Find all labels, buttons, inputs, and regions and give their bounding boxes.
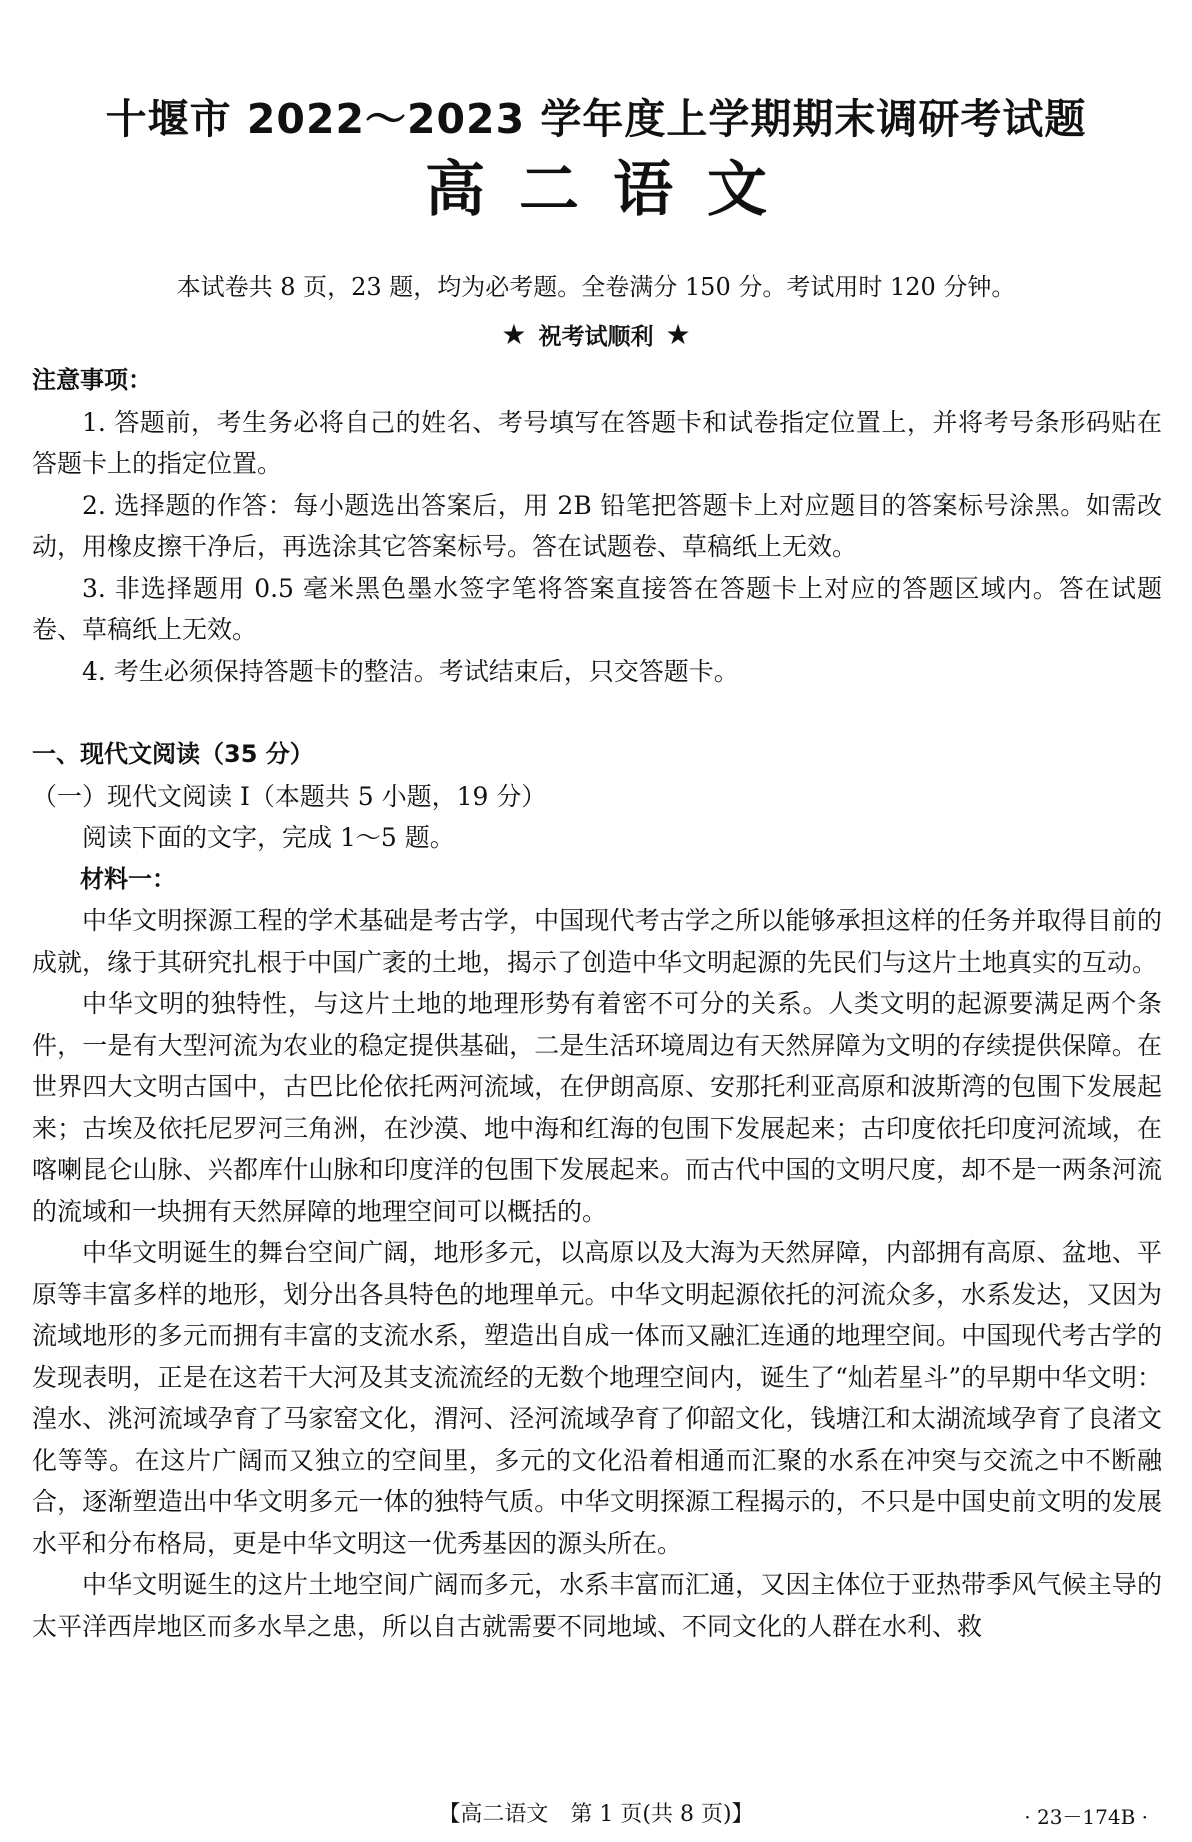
passage-paragraph: 中华文明诞生的舞台空间广阔，地形多元，以高原以及大海为天然屏障，内部拥有高原、盆地、平原等丰富多样的地形，划分出各具特色的地理单元。中华文明起源依托的河流众多，水系发达，又因为流域地形的多元而拥有丰富的支流水系，塑造出自成一体而又融汇连通的地理空间。中国现代考古学的发现表明，正是在这若干大河及其支流流经的无数个地理空间内，诞生了“灿若星斗”的早期中华文明：湟水、洮河流域孕育了马家窑文化，渭河、泾河流域孕育了仰韶文化，钱塘江和太湖流域孕育了良渚文化等等。在这片广阔而又独立的空间里，多元的文化沿着相通而汇聚的水系在冲突与交流之中不断融合，逐渐塑造出中华文明多元一体的独特气质。中华文明探源工程揭示的，不只是中国史前文明的发展水平和分布格局，更是中华文明这一优秀基因的源头所在。 [32,1238,1162,1558]
notice-heading: 注意事项： [32,366,152,394]
star-icon: ★ [501,318,527,351]
reading-instruction: 阅读下面的文字，完成 1～5 题。 [82,823,455,852]
paper-code: · 23－174B · [1024,1805,1148,1829]
subject-title: 高二语文 [425,155,801,225]
good-luck-banner [0,318,1192,354]
section-subheading: （一）现代文阅读 Ⅰ（本题共 5 小题，19 分） [32,781,547,811]
good-luck-text: 祝考试顺利 [538,323,654,350]
exam-info: 本试卷共 8 页，23 题，均为必考题。全卷满分 150 分。考试用时 120 分钟。 [176,273,1016,301]
notice-item: 4. 考生必须保持答题卡的整洁。考试结束后，只交答题卡。 [82,656,739,686]
passage-paragraph: 中华文明诞生的这片土地空间广阔而多元，水系丰富而汇通，又因主体位于亚热带季风气候主导的太平洋西岸地区而多水旱之患，所以自古就需要不同地域、不同文化的人群在水利、救 [32,1570,1162,1641]
exam-title: 十堰市 2022～2023 学年度上学期期末调研考试题 [105,95,1087,143]
passage-paragraph: 中华文明探源工程的学术基础是考古学，中国现代考古学之所以能够承担这样的任务并取得目前的成就，缘于其研究扎根于中国广袤的土地，揭示了创造中华文明起源的先民们与这片土地真实的互动。 [32,906,1162,977]
notice-item: 1. 答题前，考生务必将自己的姓名、考号填写在答题卡和试卷指定位置上，并将考号条形码贴在答题卡上的指定位置。 [32,407,1162,478]
exam-body [32,360,1162,1647]
section-heading: 一、现代文阅读（35 分） [32,740,314,768]
page-footer: 【高二语文 第 1 页(共 8 页)】 [438,1802,754,1827]
notice-item: 2. 选择题的作答：每小题选出答案后，用 2B 铅笔把答题卡上对应题目的答案标号涂黑。如需改动，用橡皮擦干净后，再选涂其它答案标号。答在试题卷、草稿纸上无效。 [32,490,1162,561]
passage-paragraph: 中华文明的独特性，与这片土地的地理形势有着密不可分的关系。人类文明的起源要满足两个条件，一是有大型河流为农业的稳定提供基础，二是生活环境周边有天然屏障为文明的存续提供保障。在世界四大文明古国中，古巴比伦依托两河流域，在伊朗高原、安那托利亚高原和波斯湾的包围下发展起来；古埃及依托尼罗河三角洲，在沙漠、地中海和红海的包围下发展起来；古印度依托印度河流域，在喀喇昆仑山脉、兴都库什山脉和印度洋的包围下发展起来。而古代中国的文明尺度，却不是一两条河流的流域和一块拥有天然屏障的地理空间可以概括的。 [32,989,1162,1226]
material-label: 材料一： [80,864,176,893]
star-icon: ★ [665,318,691,351]
notice-item: 3. 非选择题用 0.5 毫米黑色墨水签字笔将答案直接答在答题卡上对应的答题区域内。答在试题卷、草稿纸上无效。 [32,573,1162,644]
